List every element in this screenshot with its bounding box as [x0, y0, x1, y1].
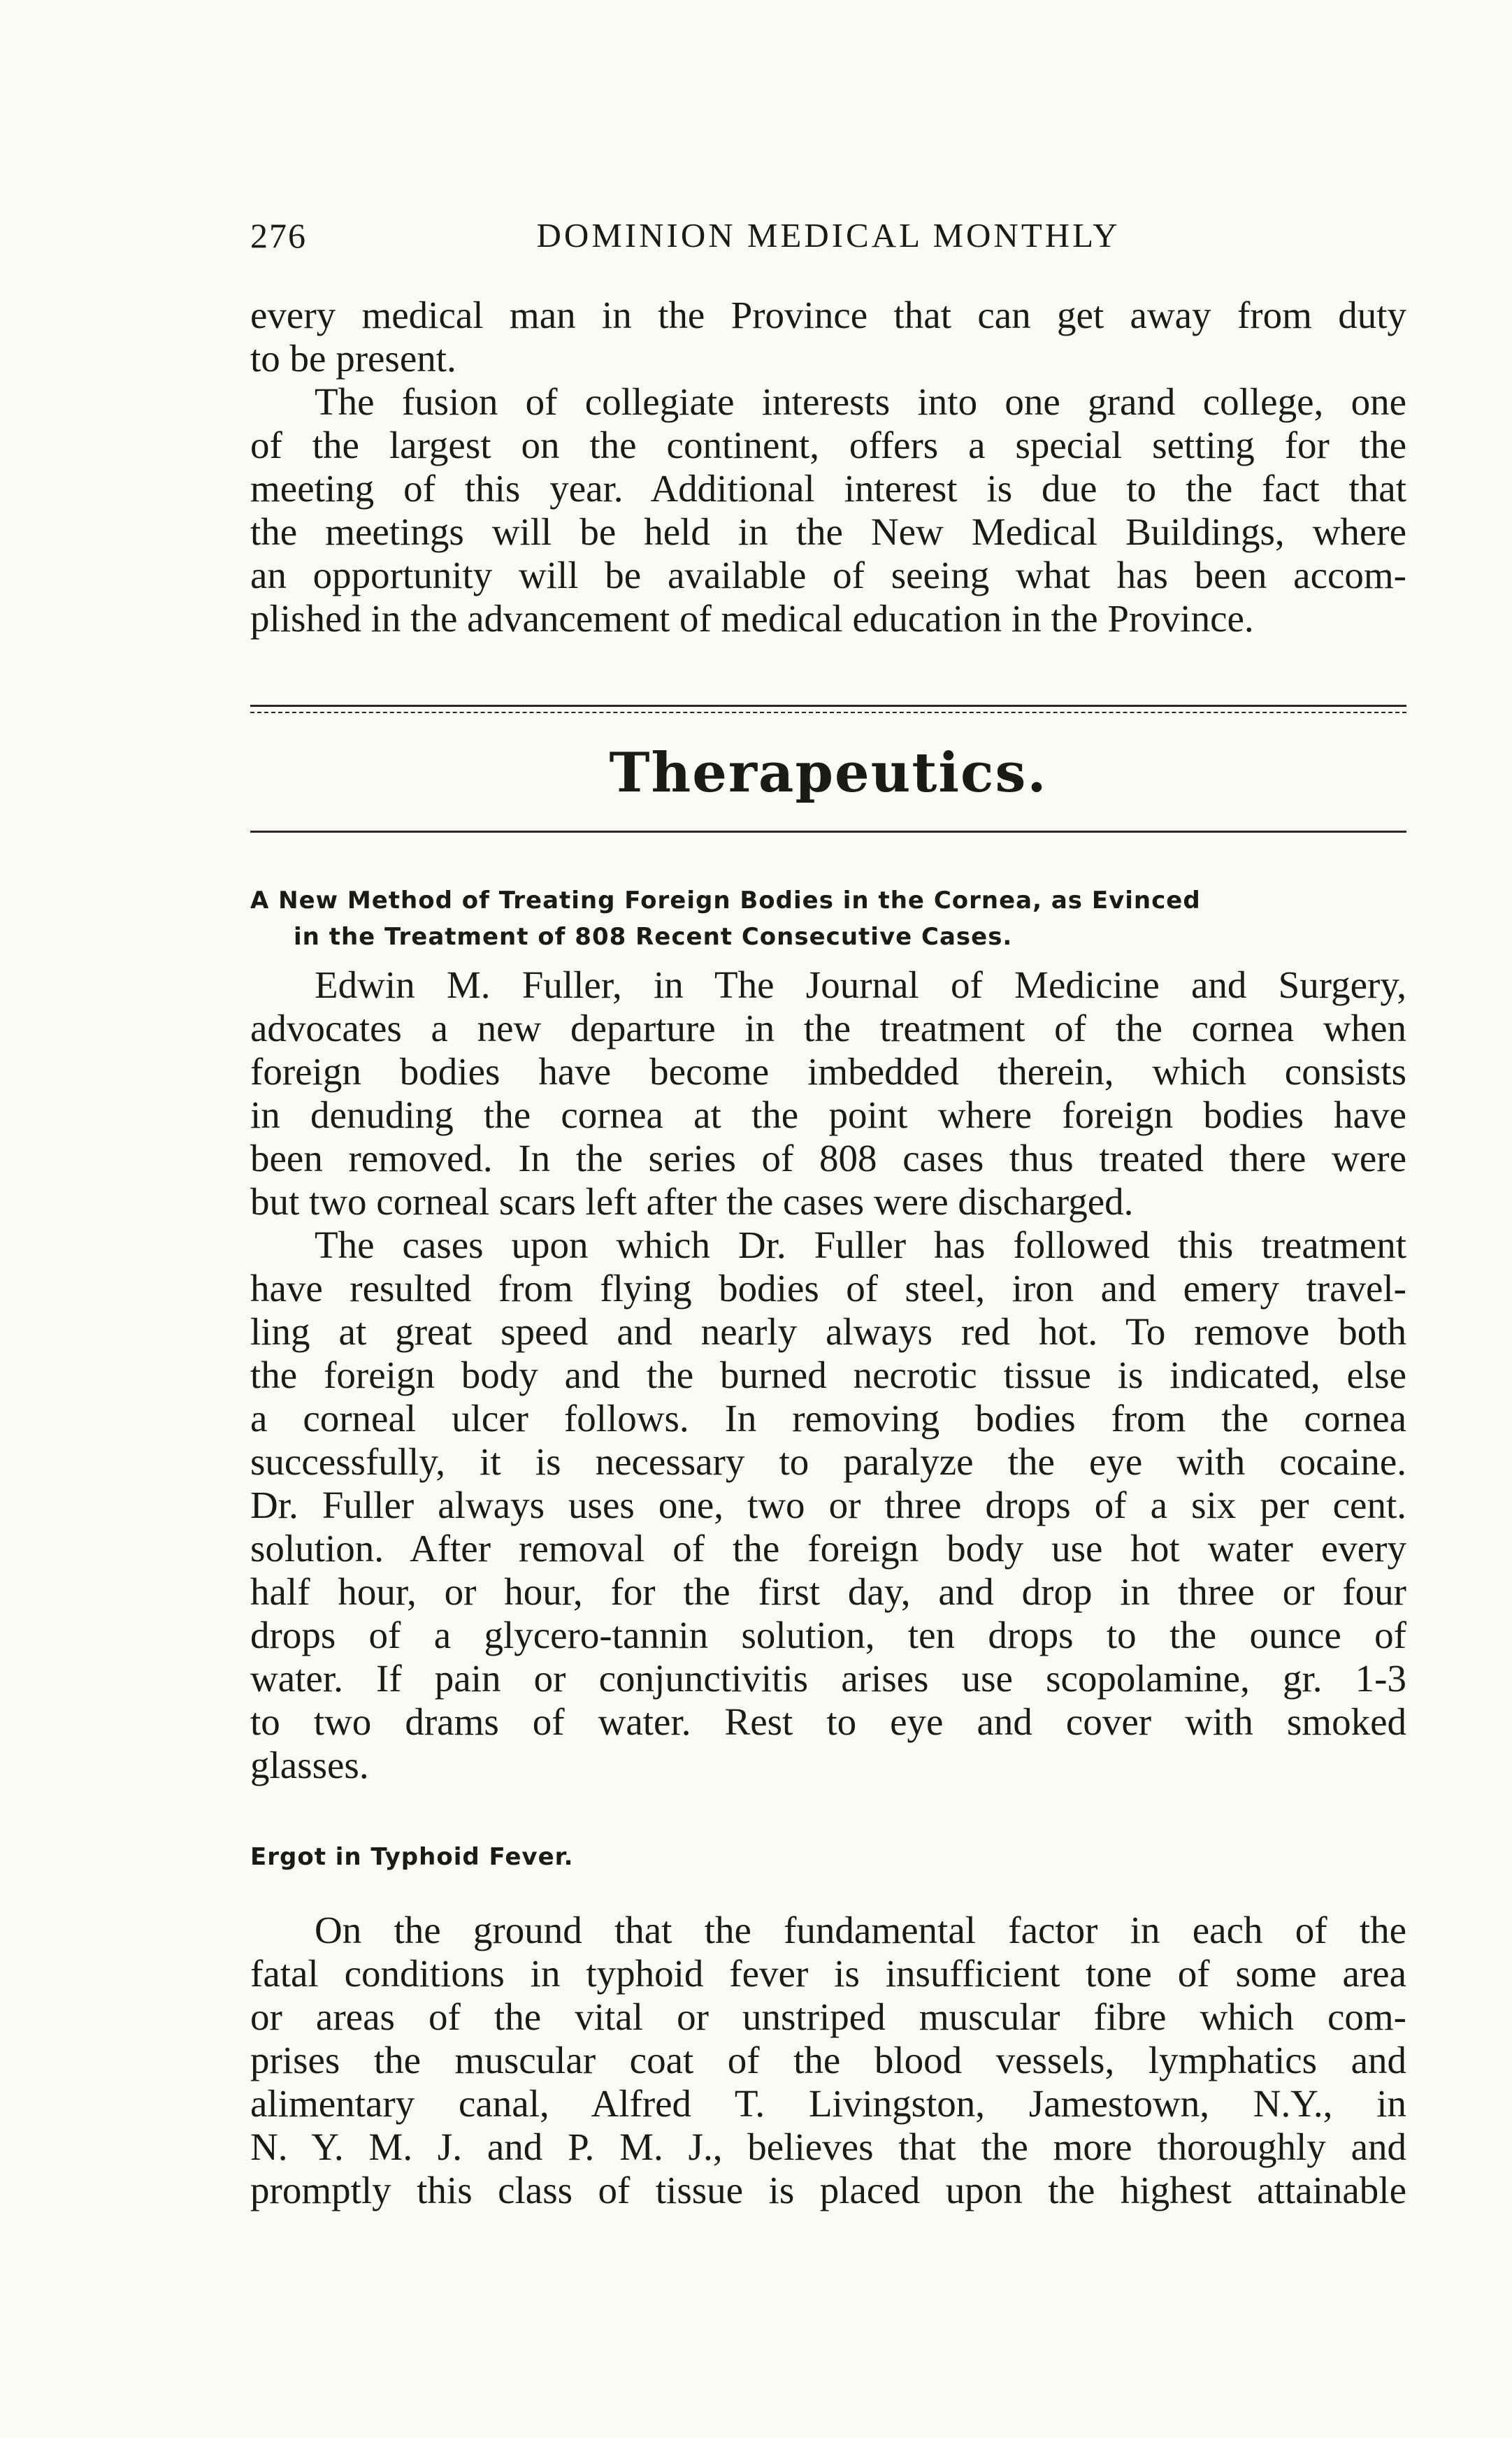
text-line: On the ground that the fundamental factor in each of the: [315, 1909, 1406, 1951]
text-line: N. Y. M. J. and P. M. J., believes that the more thoroughly and: [250, 2125, 1406, 2168]
text-line: alimentary canal, Alfred T. Livingston, Jamestown, N.Y., in: [250, 2082, 1406, 2125]
text-line: but two corneal scars left after the cases were discharged.: [250, 1180, 1134, 1223]
text-line: Dr. Fuller always uses one, two or three drops of a six per cent.: [250, 1484, 1406, 1526]
text-line: The fusion of collegiate interests into one grand college, one: [315, 380, 1406, 423]
section-rule-bottom: [250, 831, 1406, 833]
text-line: ling at great speed and nearly always red hot. To remove both: [250, 1310, 1406, 1353]
text-line: meeting of this year. Additional interest is due to the fact that: [250, 467, 1406, 510]
text-line: a corneal ulcer follows. In removing bodies from the cornea: [250, 1397, 1406, 1440]
text-line: successfully, it is necessary to paralyze the eye with cocaine.: [250, 1440, 1406, 1483]
text-line: plished in the advancement of medical education in the Province.: [250, 597, 1254, 640]
article-body: [250, 963, 1406, 1787]
article-heading: [250, 882, 1406, 955]
page-number: 276: [250, 216, 307, 255]
text-line: water. If pain or conjunctivitis arises use scopolamine, gr. 1-3: [250, 1657, 1406, 1700]
intro-paragraph: [250, 294, 1406, 640]
text-line: an opportunity will be available of seeing what has been accom-: [250, 554, 1406, 596]
text-line: the meetings will be held in the New Medical Buildings, where: [250, 510, 1406, 553]
text-line: to be present.: [250, 337, 456, 380]
text-line: been removed. In the series of 808 cases thus treated there were: [250, 1137, 1406, 1179]
article-heading-line: in the Treatment of 808 Recent Consecutive Cases.: [294, 923, 1013, 951]
running-head: DOMINION MEDICAL MONTHLY: [536, 216, 1121, 254]
article-heading-line: A New Method of Treating Foreign Bodies in the Cornea, as Evinced: [250, 887, 1201, 915]
section-title: Therapeutics.: [609, 741, 1048, 805]
section-rule-top-dashed: [250, 712, 1406, 713]
text-line: promptly this class of tissue is placed upon the highest attainable: [250, 2169, 1406, 2211]
text-line: glasses.: [250, 1744, 369, 1786]
article-heading: Ergot in Typhoid Fever.: [250, 1843, 574, 1871]
article-body: [250, 1909, 1406, 2212]
text-line: have resulted from flying bodies of steel, iron and emery travel-: [250, 1267, 1406, 1310]
text-line: Edwin M. Fuller, in The Journal of Medicine and Surgery,: [315, 963, 1406, 1006]
text-line: every medical man in the Province that can get away from duty: [250, 294, 1406, 336]
text-line: foreign bodies have become imbedded therein, which consists: [250, 1050, 1406, 1093]
text-line: or areas of the vital or unstriped muscular fibre which com-: [250, 1995, 1406, 2038]
text-line: fatal conditions in typhoid fever is insufficient tone of some area: [250, 1952, 1406, 1995]
text-line: drops of a glycero-tannin solution, ten drops to the ounce of: [250, 1614, 1406, 1656]
text-line: the foreign body and the burned necrotic tissue is indicated, else: [250, 1354, 1406, 1396]
text-line: half hour, or hour, for the first day, and drop in three or four: [250, 1570, 1406, 1613]
section-rule-top: [250, 705, 1406, 707]
text-line: in denuding the cornea at the point where foreign bodies have: [250, 1093, 1406, 1136]
page-header: [250, 215, 1406, 264]
text-line: prises the muscular coat of the blood vessels, lymphatics and: [250, 2039, 1406, 2081]
text-line: The cases upon which Dr. Fuller has followed this treatment: [315, 1224, 1406, 1266]
text-line: of the largest on the continent, offers a special setting for the: [250, 424, 1406, 466]
text-line: advocates a new departure in the treatment of the cornea when: [250, 1007, 1406, 1049]
text-line: to two drams of water. Rest to eye and cover with smoked: [250, 1700, 1406, 1743]
text-line: solution. After removal of the foreign body use hot water every: [250, 1527, 1406, 1570]
page: [250, 0, 1406, 2438]
